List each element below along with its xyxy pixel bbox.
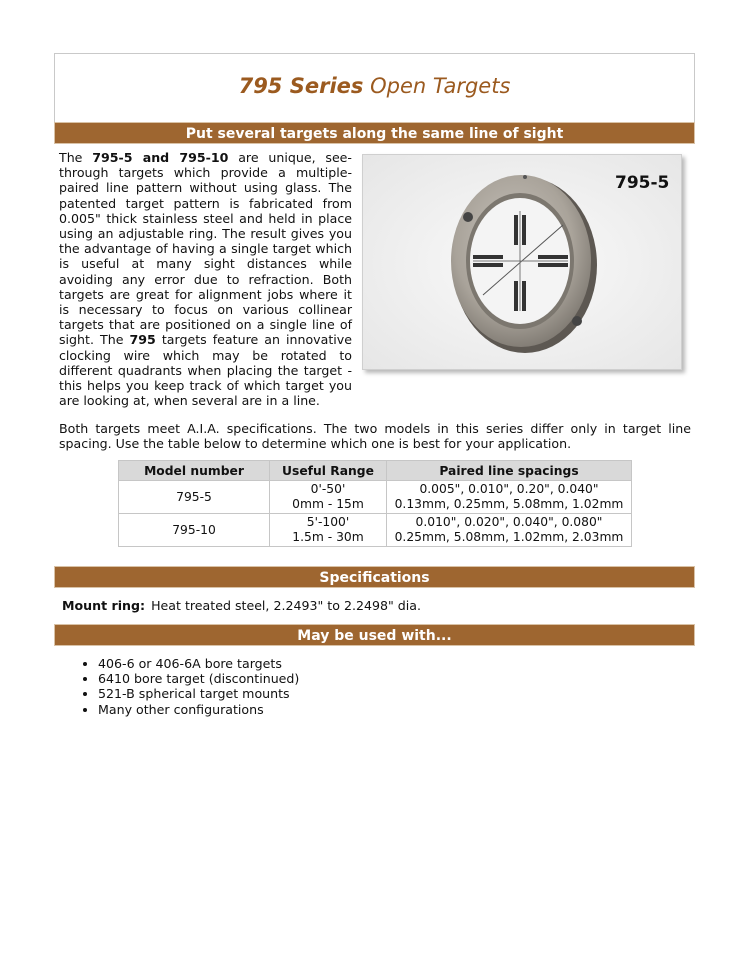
spacing-metric: 0.13mm, 0.25mm, 5.08mm, 1.02mm <box>394 497 624 511</box>
col-model-header: Model number <box>119 461 270 481</box>
intro-text-2: are unique, see-through targets which provide a multiple-paired line pattern without using glass. The patented target pattern is fabricated from 0.005" thick stainless steel and held in place using an adjustable ring. The result gives you the advantage of having a single target which is useful at many sight distances while avoiding any error due to refraction. Both targets are great for alignment jobs where it is necessary to focus on various collinear targets that are positioned on a single line of sight. The <box>59 150 352 348</box>
col-range-header: Useful Range <box>270 461 387 481</box>
subtitle-bar: Put several targets along the same line of sight <box>54 122 695 144</box>
specs-paragraph: Both targets meet A.I.A. specifications. The two models in this series differ only in target line spacing. Use the table below to determine which one is best for your application. <box>59 421 691 452</box>
table-row <box>119 514 632 547</box>
cell-model: 795-5 <box>119 481 270 514</box>
intro-model-795: 795 <box>129 332 156 348</box>
table-row <box>119 481 632 514</box>
list-item: • 406-6 or 406-6A bore targets <box>98 656 299 671</box>
spacing-metric: 0.25mm, 5.08mm, 1.02mm, 2.03mm <box>394 530 624 544</box>
spacing-imperial: 0.005", 0.010", 0.20", 0.040" <box>419 482 599 496</box>
table-header-row <box>119 461 632 481</box>
list-item: • 6410 bore target (discontinued) <box>98 671 299 686</box>
range-metric: 0mm - 15m <box>292 497 364 511</box>
intro-text-1: The <box>59 150 93 165</box>
list-item: • Many other configurations <box>98 702 299 717</box>
uses-bar: May be used with... <box>54 624 695 646</box>
intro-text-3: targets feature an innovative clocking wire which may be rotated to different quadrants when placing the target - this helps you keep track of which target you are looking at, when several are in a line. <box>59 332 352 409</box>
mount-label: Mount ring: <box>62 598 146 613</box>
list-item: • 521-B spherical target mounts <box>98 686 299 701</box>
product-photo <box>362 154 682 370</box>
spacing-imperial: 0.010", 0.020", 0.040", 0.080" <box>415 515 603 529</box>
range-imperial: 0'-50' <box>310 482 346 496</box>
cell-spacing <box>387 481 632 514</box>
photo-model-label: 795-5 <box>615 173 670 193</box>
intro-models: 795-5 and 795-10 <box>92 150 229 165</box>
specifications-bar: Specifications <box>54 566 695 588</box>
cell-range <box>270 481 387 514</box>
cell-model: 795-10 <box>119 514 270 547</box>
range-imperial: 5'-100' <box>306 515 350 529</box>
page-title <box>55 74 694 98</box>
cell-spacing <box>387 514 632 547</box>
mount-value: Heat treated steel, 2.2493" to 2.2498" dia. <box>151 598 422 613</box>
intro-paragraph <box>59 150 352 408</box>
uses-list <box>82 656 299 717</box>
cell-range <box>270 514 387 547</box>
col-spacing-header: Paired line spacings <box>387 461 632 481</box>
range-metric: 1.5m - 30m <box>292 530 364 544</box>
title-series: 795 Series <box>238 74 364 98</box>
mount-ring-spec <box>62 598 421 613</box>
model-table <box>118 460 632 547</box>
title-rest: Open Targets <box>370 74 511 98</box>
